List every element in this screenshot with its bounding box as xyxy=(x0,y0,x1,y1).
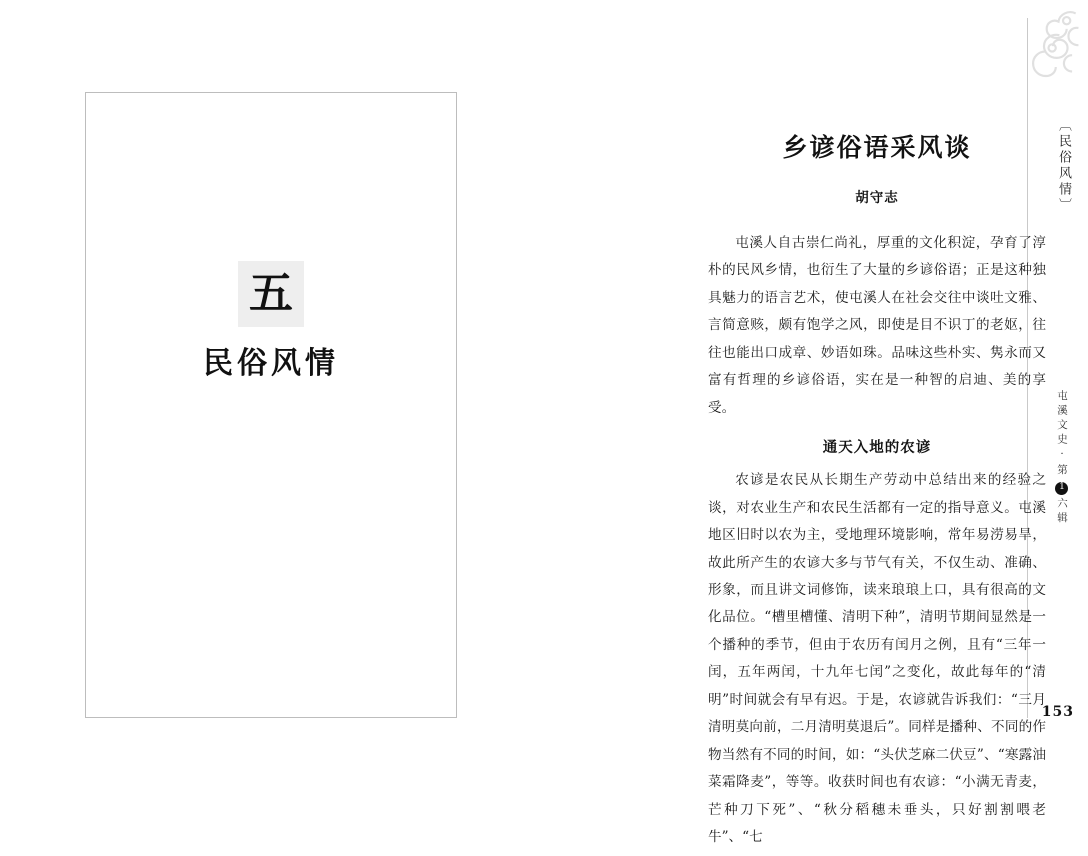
cloud-ornament-icon xyxy=(988,8,1080,86)
page-number: 153 xyxy=(1041,704,1074,720)
section-number-box xyxy=(238,261,304,327)
vertical-series-after: 六辑 xyxy=(1056,497,1068,527)
section-title: 民俗风情 xyxy=(203,346,339,381)
section-divider-card xyxy=(85,92,457,718)
article-body xyxy=(708,128,1046,856)
right-page xyxy=(544,0,1088,846)
paragraph-intro: 屯溪人自古崇仁尚礼，厚重的文化积淀，孕育了淳朴的民风乡情，也衍生了大量的乡谚俗语；正是这种独具魅力的语言艺术，使屯溪人在社会交往中谈吐文雅、言简意赅，颇有饱学之风，即使是目不识丁的老妪，往往也能出口成章、妙语如珠。品味这些朴实、隽永而又富有哲理的乡谚俗语，实在是一种智的启迪、美的享受。 xyxy=(708,235,1046,416)
article-title: 乡谚俗语采风谈 xyxy=(782,133,972,162)
section-number: 五 xyxy=(249,268,293,319)
vertical-chapter-label: 〔民俗风情〕 xyxy=(1056,118,1071,214)
section-subheading: 通天入地的农谚 xyxy=(822,439,932,457)
vertical-series-number: 1 xyxy=(1057,481,1067,496)
paragraph-body-1: 农谚是农民从长期生产劳动中总结出来的经验之谈，对农业生产和农民生活都有一定的指导意义。屯溪地区旧时以农为主，受地理环境影响，常年易涝易旱，故此所产生的农谚大多与节气有关，不仅生动、准确、形象，而且讲文词修饰，读来琅琅上口，具有很高的文化品位。“槽里槽懂、清明下种”，清明节期间显然是一个播种的季节，但由于农历有闰月之例，且有“三年一闰，五年两闰，十九年七闰”之变化，故此每年的“清明”时间就会有早有迟。于是，农谚就告诉我们：“三月清明莫向前，二月清明莫退后”。同样是播种、不同的作物当然有不同的时间，如：“头伏芝麻二伏豆”、“寒露油菜霜降麦”，等等。收获时间也有农谚：“小满无青麦，芒种刀下死”、“秋分稻穗未垂头，只好割割喂老牛”、“七 xyxy=(708,472,1046,846)
vertical-series-before: 屯溪文史·第 xyxy=(1056,390,1068,479)
left-page xyxy=(0,0,544,812)
article-author: 胡守志 xyxy=(855,190,899,206)
